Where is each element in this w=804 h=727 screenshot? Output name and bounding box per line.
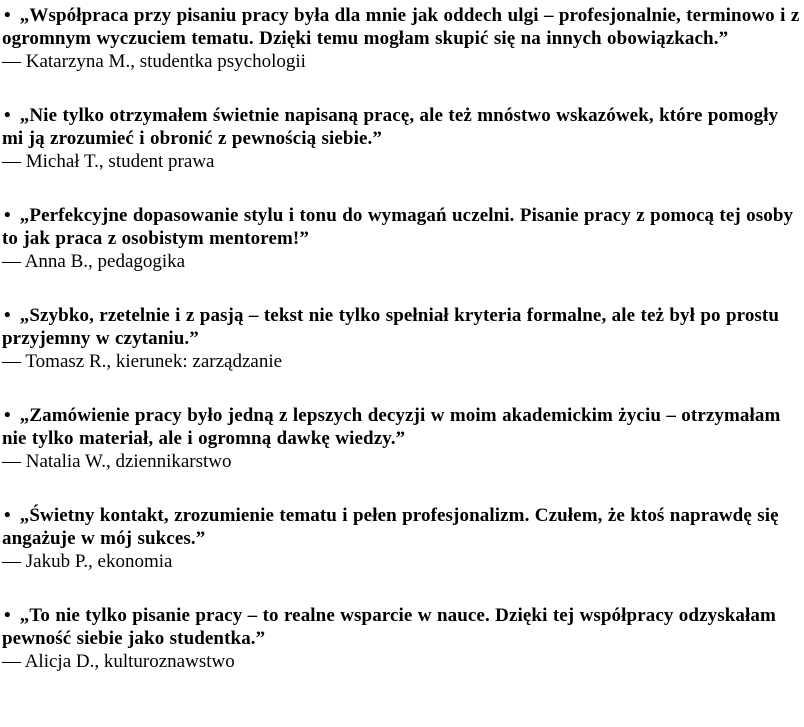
testimonial-quote [2, 400, 804, 450]
testimonial-quote [2, 300, 804, 350]
testimonial-quote [2, 0, 804, 50]
quote-text: „Zamówienie pracy było jedną z lepszych decyzji w moim akademickim życiu – otrzymałam nie tylko materiał, ale i ogromną dawkę wiedzy.” [2, 405, 781, 449]
testimonial-author: — Alicja D., kulturoznawstwo [2, 651, 235, 672]
testimonial-quote [2, 100, 804, 150]
testimonial-item [2, 400, 804, 500]
testimonial-item [2, 100, 804, 200]
testimonial-item [2, 600, 804, 700]
bullet-icon: • [4, 605, 11, 626]
quote-text: „Perfekcyjne dopasowanie stylu i tonu do wymagań uczelni. Pisanie pracy z pomocą tej osoby to jak praca z osobistym mentorem!” [2, 205, 794, 249]
testimonial-author: — Anna B., pedagogika [2, 251, 186, 272]
testimonial-author: — Michał T., student prawa [2, 151, 215, 172]
testimonial-list [2, 0, 804, 700]
quote-text: „Nie tylko otrzymałem świetnie napisaną pracę, ale też mnóstwo wskazówek, które pomogły mi ją zrozumieć i obronić z pewnością siebie.” [2, 105, 779, 149]
testimonial-item [2, 500, 804, 600]
testimonial-quote [2, 500, 804, 550]
bullet-icon: • [4, 405, 11, 426]
bullet-icon: • [4, 505, 11, 526]
bullet-icon: • [4, 305, 11, 326]
testimonial-author: — Katarzyna M., studentka psychologii [2, 51, 306, 72]
quote-text: „Świetny kontakt, zrozumienie tematu i pełen profesjonalizm. Czułem, że ktoś naprawdę się angażuje w mój sukces.” [2, 505, 779, 549]
testimonial-author: — Jakub P., ekonomia [2, 551, 173, 572]
testimonial-item [2, 0, 804, 100]
testimonial-author: — Natalia W., dziennikarstwo [2, 451, 232, 472]
testimonial-quote [2, 200, 804, 250]
testimonial-quote [2, 600, 804, 650]
testimonial-author: — Tomasz R., kierunek: zarządzanie [2, 351, 283, 372]
quote-text: „To nie tylko pisanie pracy – to realne wsparcie w nauce. Dzięki tej współpracy odzyskałam pewność siebie jako studentka.” [2, 605, 776, 649]
testimonial-item [2, 200, 804, 300]
bullet-icon: • [4, 205, 11, 226]
bullet-icon: • [4, 105, 11, 126]
quote-text: „Szybko, rzetelnie i z pasją – tekst nie tylko spełniał kryteria formalne, ale też był po prostu przyjemny w czytaniu.” [2, 305, 780, 349]
bullet-icon: • [4, 5, 11, 26]
quote-text: „Współpraca przy pisaniu pracy była dla mnie jak oddech ulgi – profesjonalnie, terminowo i z ogromnym wyczuciem tematu. Dzięki temu mogłam skupić się na innych obowiązkach.” [2, 5, 800, 49]
testimonial-item [2, 300, 804, 400]
